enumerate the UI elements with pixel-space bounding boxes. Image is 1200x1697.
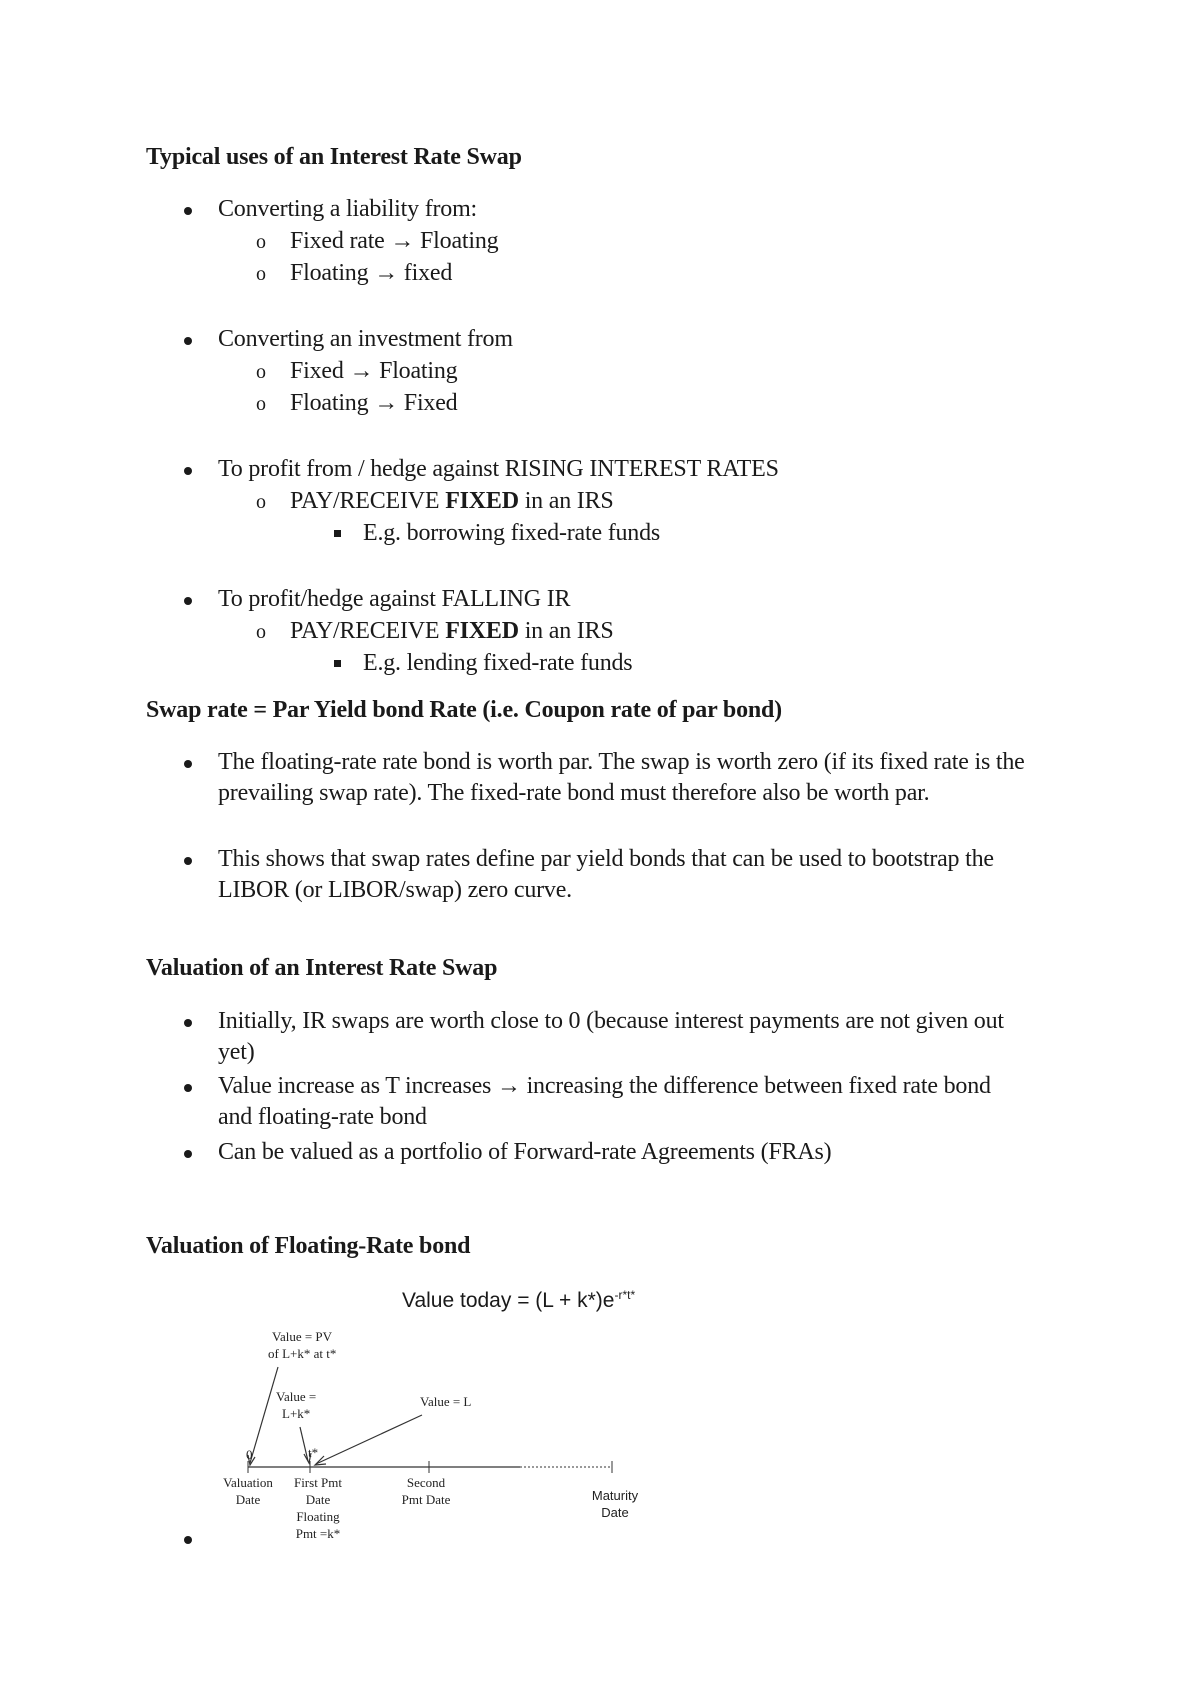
label-value-mid: Value = <box>276 1389 317 1404</box>
bullet-dot <box>184 1019 192 1027</box>
arrow-mid <box>300 1427 308 1461</box>
circle-bullet-icon: o <box>256 393 266 415</box>
list-item: To profit from / hedge against RISING INTEREST RATES <box>218 456 779 482</box>
bullet-dot <box>184 1536 192 1544</box>
bullet-dot <box>184 1150 192 1158</box>
sub-list-item: Fixed → Floating <box>290 358 458 384</box>
list-item-line: Initially, IR swaps are worth close to 0 (because interest payments are not given out <box>218 1008 1004 1034</box>
sub-list-item: Fixed rate → Floating <box>290 228 499 254</box>
bullet-dot <box>184 207 192 215</box>
list-item: Converting an investment from <box>218 326 513 352</box>
sub-list-item: PAY/RECEIVE FIXED in an IRS <box>290 618 614 644</box>
sub-list-item: Floating → fixed <box>290 260 453 286</box>
label-first-pmt-2: Date <box>305 1492 331 1507</box>
sub-list-item: PAY/RECEIVE FIXED in an IRS <box>290 488 614 514</box>
circle-bullet-icon: o <box>256 263 266 285</box>
list-item-line: This shows that swap rates define par yield bonds that can be used to bootstrap the <box>218 846 994 872</box>
arrow-pv <box>250 1367 278 1463</box>
label-first-pmt-3: Floating <box>296 1509 340 1524</box>
circle-bullet-icon: o <box>256 361 266 383</box>
list-item-line: and floating-rate bond <box>218 1104 427 1130</box>
tick-label-0: 0 <box>246 1447 253 1462</box>
label-value-L: Value = L <box>420 1394 472 1409</box>
list-item-line: Value increase as T increases → increasing the difference between fixed rate bond <box>218 1073 991 1099</box>
list-item-line: LIBOR (or LIBOR/swap) zero curve. <box>218 877 572 903</box>
bullet-dot <box>184 337 192 345</box>
list-item-line: prevailing swap rate). The fixed-rate bond must therefore also be worth par. <box>218 780 930 806</box>
bullet-dot <box>184 467 192 475</box>
label-second-pmt-2: Pmt Date <box>401 1492 451 1507</box>
value-formula: Value today = $(L + k*)e^{-r*t*}$ <box>402 1288 636 1312</box>
list-item: Converting a liability from: <box>218 196 478 222</box>
floating-rate-bond-timeline-diagram <box>210 1325 660 1545</box>
square-bullet-icon <box>334 660 341 667</box>
list-item-line: yet) <box>218 1039 255 1065</box>
label-maturity-2: Date <box>601 1505 629 1520</box>
circle-bullet-icon: o <box>256 621 266 643</box>
section-heading-floating-rate: Valuation of Floating-Rate bond <box>146 1233 471 1259</box>
label-maturity-1: Maturity <box>591 1488 639 1503</box>
circle-bullet-icon: o <box>256 491 266 513</box>
bullet-dot <box>184 1084 192 1092</box>
sub-sub-list-item: E.g. lending fixed-rate funds <box>363 650 633 676</box>
bullet-dot <box>184 597 192 605</box>
label-value-mid-2: L+k* <box>282 1406 311 1421</box>
label-value-pv: Value = PV <box>272 1329 333 1344</box>
section-heading-valuation-irs: Valuation of an Interest Rate Swap <box>146 955 498 981</box>
label-second-pmt-1: Second <box>406 1475 446 1490</box>
label-valuation-date-1: Valuation <box>223 1475 273 1490</box>
section-heading-typical-uses: Typical uses of an Interest Rate Swap <box>146 144 522 170</box>
circle-bullet-icon: o <box>256 231 266 253</box>
bullet-dot <box>184 857 192 865</box>
sub-list-item: Floating → Fixed <box>290 390 458 416</box>
label-first-pmt-1: First Pmt <box>293 1475 343 1490</box>
tick-label-t: t* <box>308 1445 319 1460</box>
arrow-L <box>316 1415 422 1464</box>
label-valuation-date-2: Date <box>235 1492 261 1507</box>
sub-sub-list-item: E.g. borrowing fixed-rate funds <box>363 520 661 546</box>
section-heading-swap-rate: Swap rate = Par Yield bond Rate (i.e. Coupon rate of par bond) <box>146 697 782 723</box>
list-item-line: Can be valued as a portfolio of Forward-rate Agreements (FRAs) <box>218 1139 832 1165</box>
label-first-pmt-4: Pmt =k* <box>295 1526 341 1541</box>
label-value-pv-2: of L+k* at t* <box>268 1346 337 1361</box>
bullet-dot <box>184 760 192 768</box>
list-item: To profit/hedge against FALLING IR <box>218 586 571 612</box>
square-bullet-icon <box>334 530 341 537</box>
list-item-line: The floating-rate rate bond is worth par. The swap is worth zero (if its fixed rate is the <box>218 749 1025 775</box>
